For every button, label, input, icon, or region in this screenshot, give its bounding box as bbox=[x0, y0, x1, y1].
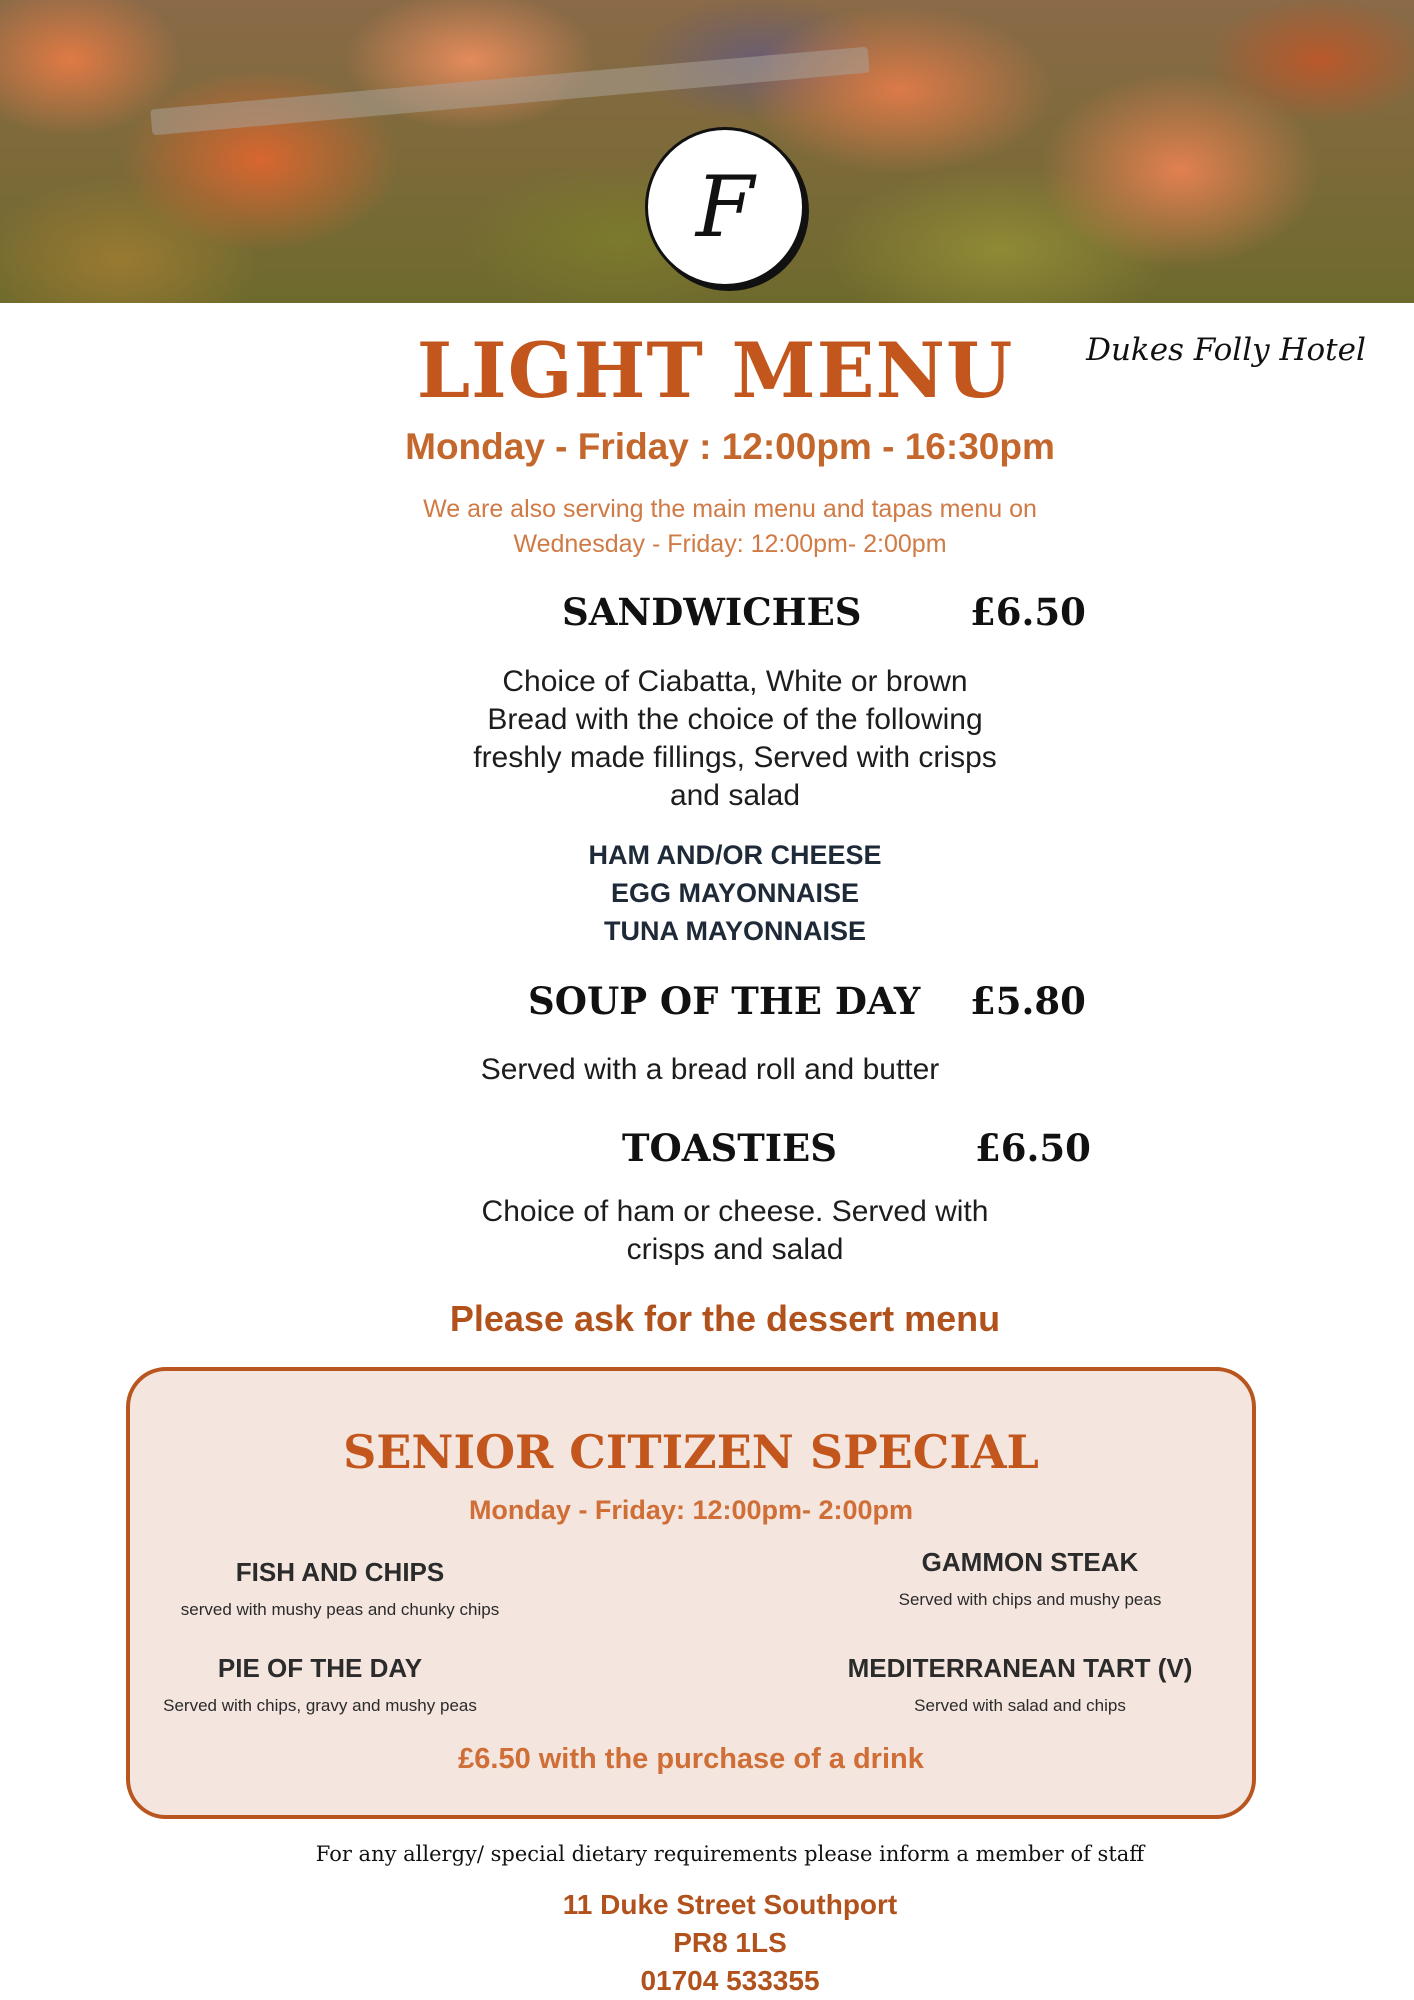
dish-description: Served with chips and mushy peas bbox=[898, 1590, 1162, 1609]
senior-special-price: £6.50 with the purchase of a drink bbox=[458, 1743, 924, 1775]
toasties-desc-line2: crisps and salad bbox=[626, 1233, 844, 1266]
dish-name: GAMMON STEAK bbox=[921, 1547, 1139, 1577]
toasties-heading: TOASTIES bbox=[622, 1126, 837, 1170]
dish-description: Served with chips, gravy and mushy peas bbox=[163, 1696, 477, 1715]
senior-special-hours: Monday - Friday: 12:00pm- 2:00pm bbox=[468, 1495, 914, 1525]
hotel-logo bbox=[645, 127, 805, 287]
sandwich-fillings-list bbox=[520, 836, 950, 950]
dish-name: FISH AND CHIPS bbox=[235, 1557, 445, 1587]
filling-item: HAM AND/OR CHEESE bbox=[588, 840, 882, 870]
dish-name: MEDITERRANEAN TART (V) bbox=[847, 1653, 1193, 1683]
senior-dish-gammon-steak bbox=[830, 1547, 1230, 1610]
allergy-notice: For any allergy/ special dietary requirements please inform a member of staff bbox=[315, 1842, 1145, 1866]
sandwiches-price: £6.50 bbox=[970, 590, 1086, 634]
hotel-name: Dukes Folly Hotel bbox=[1086, 332, 1366, 368]
soup-heading: SOUP OF THE DAY bbox=[528, 979, 921, 1023]
soup-description: Served with a bread roll and butter bbox=[480, 1053, 940, 1086]
dish-description: served with mushy peas and chunky chips bbox=[180, 1600, 500, 1619]
filling-item: EGG MAYONNAISE bbox=[610, 878, 860, 908]
sandwiches-desc-line4: and salad bbox=[669, 779, 801, 812]
hotel-address bbox=[430, 1886, 1030, 2000]
dish-name: PIE OF THE DAY bbox=[217, 1653, 423, 1683]
sandwiches-desc-line2: Bread with the choice of the following bbox=[487, 703, 983, 736]
address-postcode: PR8 1LS bbox=[673, 1927, 787, 1958]
senior-dish-pie-of-the-day bbox=[130, 1653, 510, 1716]
serving-note bbox=[330, 492, 1130, 562]
page-title: LIGHT MENU bbox=[416, 326, 1014, 415]
soup-price: £5.80 bbox=[970, 979, 1086, 1023]
menu-hours: Monday - Friday : 12:00pm - 16:30pm bbox=[405, 426, 1055, 467]
toasties-price: £6.50 bbox=[975, 1126, 1091, 1170]
dessert-menu-note: Please ask for the dessert menu bbox=[449, 1298, 1001, 1339]
senior-dish-fish-and-chips bbox=[140, 1557, 540, 1620]
sandwiches-desc-line3: freshly made fillings, Served with crisps bbox=[473, 741, 997, 774]
sandwiches-heading: SANDWICHES bbox=[562, 590, 862, 634]
senior-special-panel bbox=[126, 1367, 1256, 1819]
address-street: 11 Duke Street Southport bbox=[562, 1889, 898, 1920]
sandwiches-description bbox=[380, 663, 1090, 815]
dish-description: Served with salad and chips bbox=[914, 1696, 1126, 1715]
autumn-garden-banner bbox=[0, 0, 1414, 303]
garden-path bbox=[150, 47, 870, 136]
serving-note-line1: We are also serving the main menu and tapas menu on bbox=[423, 495, 1037, 523]
logo-monogram: F bbox=[695, 158, 755, 256]
toasties-desc-line1: Choice of ham or cheese. Served with bbox=[481, 1195, 989, 1228]
toasties-description bbox=[400, 1193, 1070, 1269]
serving-note-line2: Wednesday - Friday: 12:00pm- 2:00pm bbox=[513, 530, 947, 558]
senior-dish-mediterranean-tart bbox=[810, 1653, 1230, 1716]
sandwiches-desc-line1: Choice of Ciabatta, White or brown bbox=[502, 665, 968, 698]
senior-special-title: SENIOR CITIZEN SPECIAL bbox=[343, 1425, 1039, 1479]
phone-number: 01704 533355 bbox=[640, 1965, 820, 1996]
filling-item: TUNA MAYONNAISE bbox=[603, 916, 867, 946]
